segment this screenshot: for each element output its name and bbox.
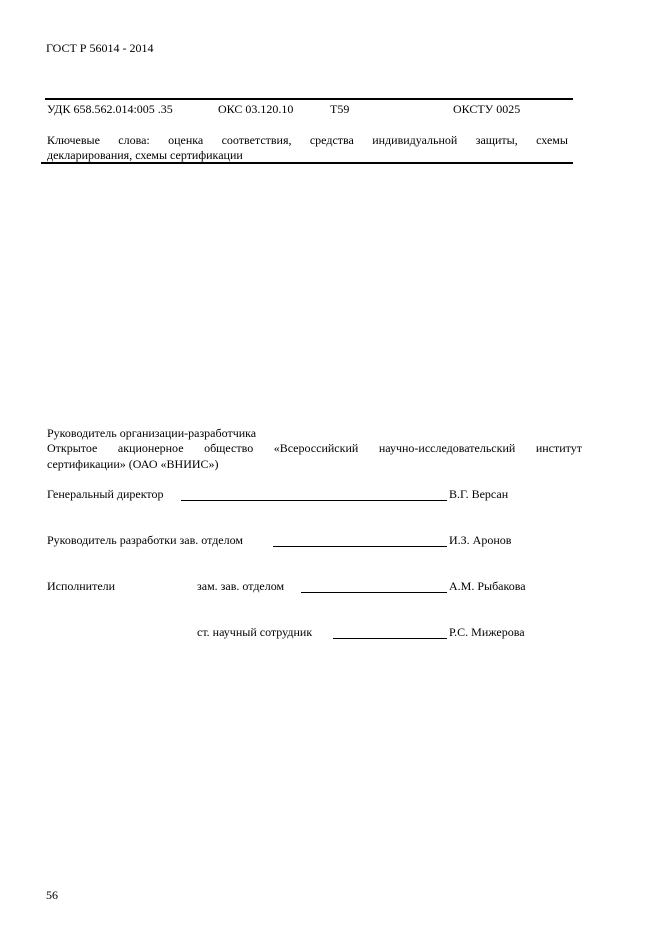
executor-1-role: зам. зав. отделом <box>197 579 285 593</box>
developer-heading: Руководитель организации-разработчика <box>47 426 257 440</box>
oks-code: ОКС 03.120.10 <box>218 102 294 116</box>
standard-code: ГОСТ Р 56014 - 2014 <box>46 41 154 55</box>
keyword-word: индивидуальной <box>372 133 458 147</box>
udk-code: УДК 658.562.014:005 .35 <box>47 102 173 116</box>
general-director-name: В.Г. Версан <box>449 487 509 501</box>
top-divider <box>45 98 573 100</box>
executor-1-name: А.М. Рыбакова <box>449 579 526 593</box>
general-director-label: Генеральный директор <box>47 487 164 501</box>
org-word: акционерное <box>117 441 184 455</box>
keywords-divider <box>41 162 573 164</box>
keywords-line-2: декларирования, схемы сертификации <box>47 148 243 162</box>
executors-label: Исполнители <box>47 579 116 593</box>
t-code: Т59 <box>330 102 350 116</box>
org-word: общество <box>204 441 254 455</box>
general-director-signature-line <box>181 500 447 501</box>
developer-org-line-2: сертификации» (ОАО «ВНИИС») <box>47 457 219 471</box>
keyword-word: Ключевые <box>47 133 100 147</box>
developer-org-line-1 <box>47 441 582 455</box>
executor-2-signature-line <box>333 638 447 639</box>
executor-1-signature-line <box>301 592 447 593</box>
page-number: 56 <box>46 888 58 902</box>
keyword-word: соответствия, <box>221 133 292 147</box>
dev-lead-name: И.З. Аронов <box>449 533 512 547</box>
keyword-word: защиты, <box>475 133 518 147</box>
executor-2-role: ст. научный сотрудник <box>197 625 313 639</box>
executor-2-name: Р.С. Мижерова <box>449 625 525 639</box>
org-word: научно-исследовательский <box>378 441 516 455</box>
keywords-line-1 <box>47 133 568 147</box>
org-word: Открытое <box>47 441 98 455</box>
keyword-word: оценка <box>168 133 204 147</box>
keyword-word: средства <box>309 133 354 147</box>
keyword-word: схемы <box>536 133 568 147</box>
dev-lead-signature-line <box>273 546 447 547</box>
org-word: «Всероссийский <box>273 441 359 455</box>
dev-lead-label: Руководитель разработки зав. отделом <box>47 533 243 547</box>
okstu-code: ОКСТУ 0025 <box>453 102 521 116</box>
org-word: институт <box>535 441 582 455</box>
keyword-word: слова: <box>118 133 150 147</box>
